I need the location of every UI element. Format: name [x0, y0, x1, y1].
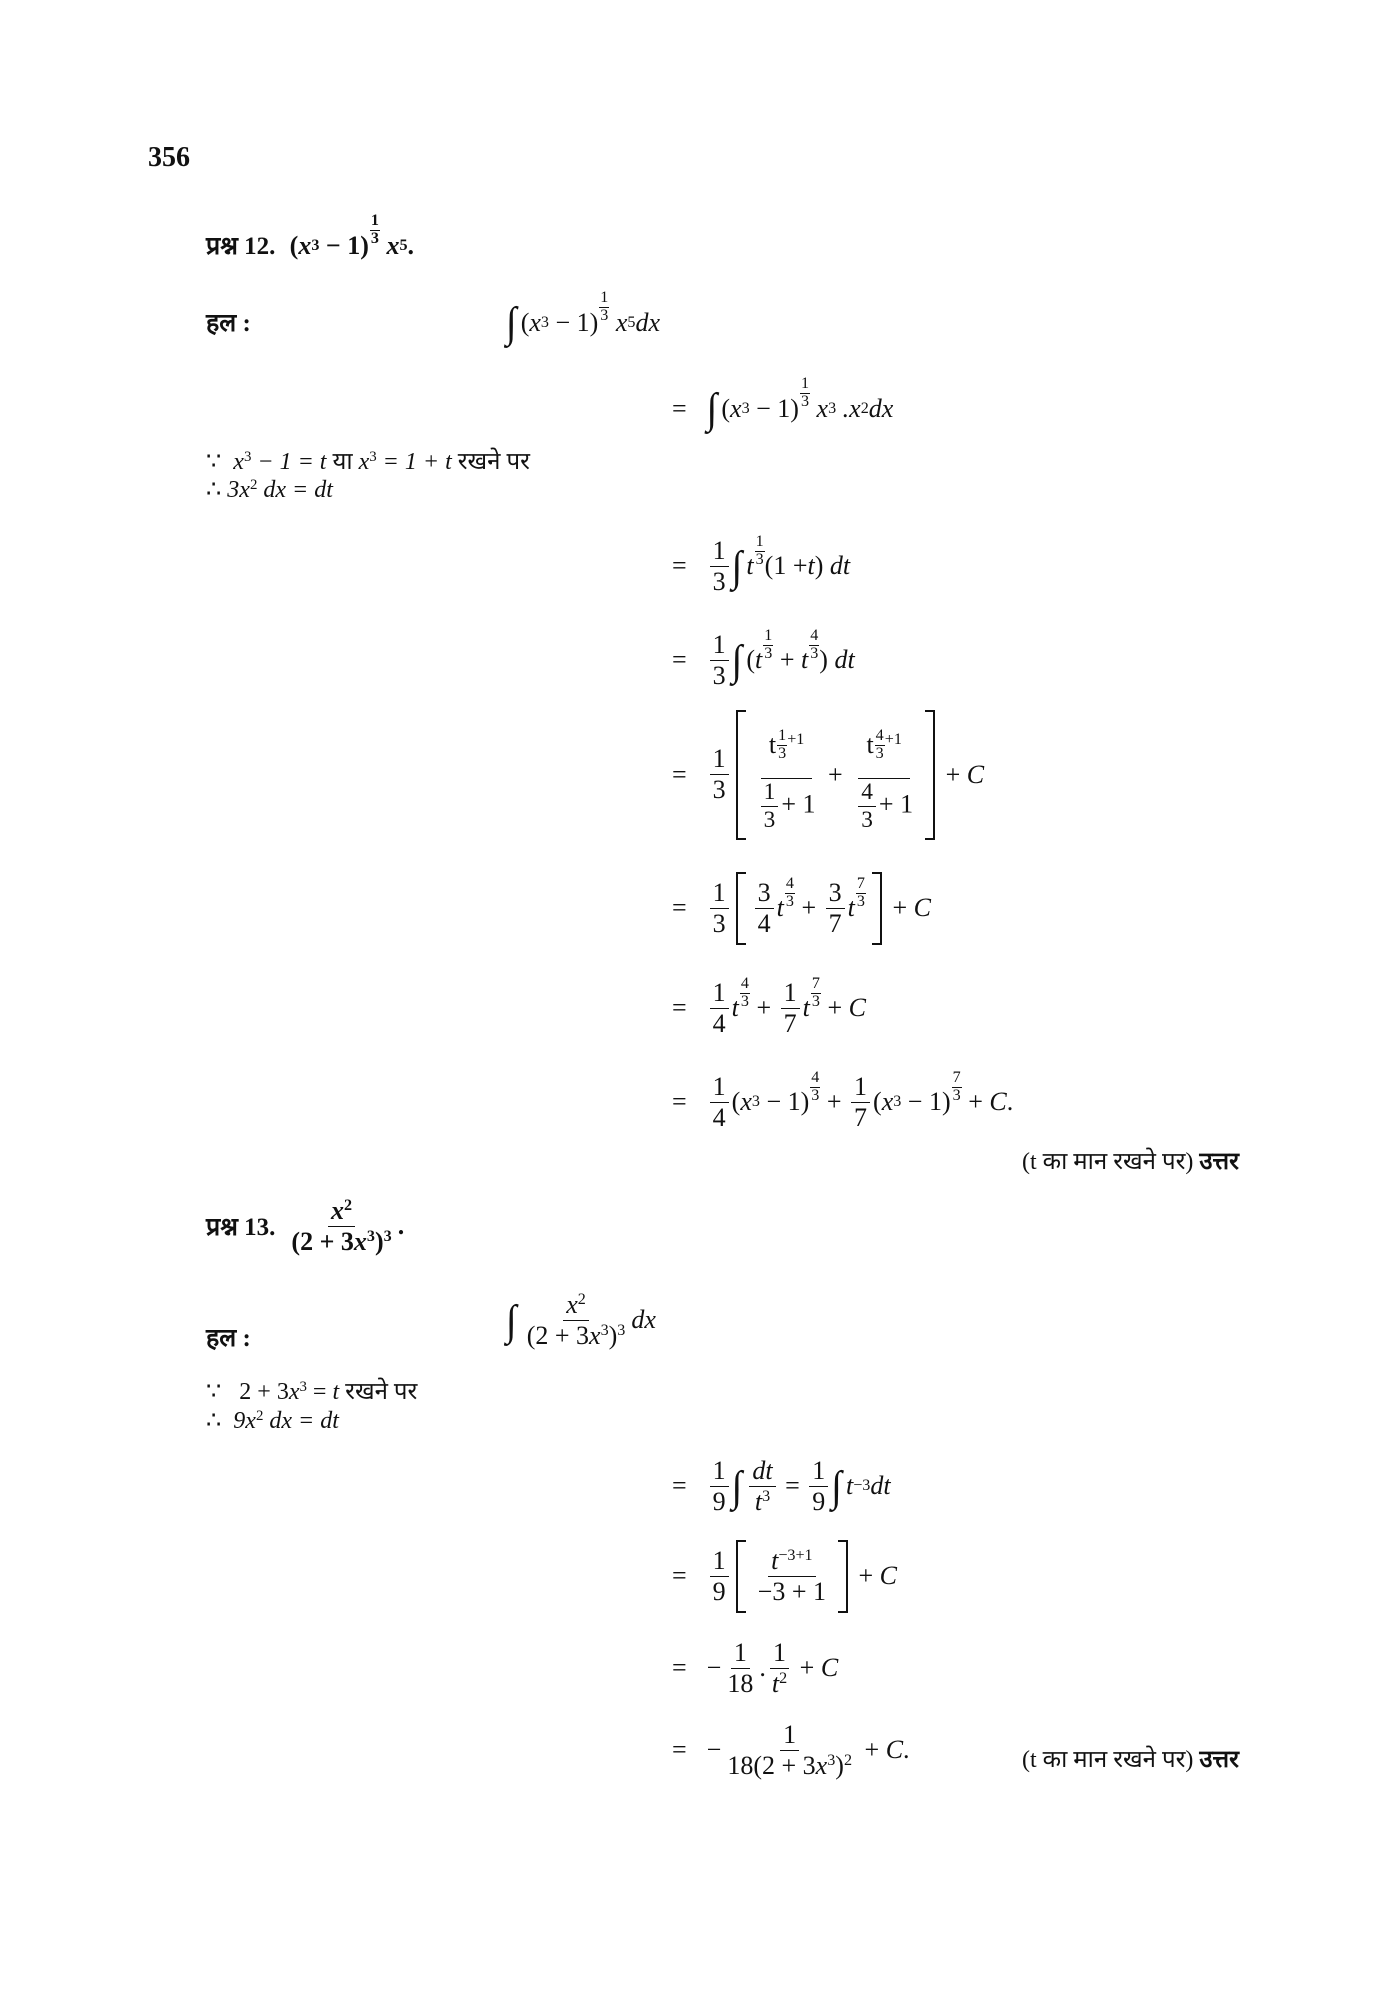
- q12-solution-label: हल :: [206, 310, 251, 337]
- q13-step-3: = − $\frac{1}{18}$ . $\frac{1}{t^2}$ + C: [672, 1638, 839, 1698]
- q12-substitution: ∵ $x^3 - 1 = t$ या $x^3 = 1 + t$ रखने पर: [206, 448, 530, 475]
- q13-step-4-final: = − $\frac{1}{18(2 + 3x^3)^2}$ + C .: [672, 1720, 910, 1780]
- q13-answer-tag: उत्तर: [1199, 1747, 1239, 1773]
- question-12-heading: [206, 212, 414, 263]
- q12-differential: ∴ $3x^2$ dx = dt: [206, 476, 333, 503]
- q13-solution-label: हल :: [206, 1325, 251, 1352]
- question-13-heading: [206, 1196, 404, 1257]
- question-13-label: प्रश्न 13.: [206, 1214, 276, 1242]
- q13-step-2: = $\frac{1}{9}$ $\frac{t^{-3+1}}{-3 + 1}$ + C: [672, 1540, 897, 1613]
- q13-answer-note: (t का मान रखने पर) उत्तर: [1022, 1747, 1239, 1773]
- question-13-expression: $\frac{x^2}{(2 + 3x^3)^3}$ .: [291, 1196, 405, 1256]
- page-number: 356: [148, 142, 190, 173]
- q12-step-5: = $\frac{1}{3}$ $\frac{3}{4}$ t 4 3 + $\frac{3}{7}$ t 7 3 + C: [672, 872, 931, 945]
- q13-substitution: ∵ $2 + 3x^3 = t$ रखने पर: [206, 1378, 418, 1405]
- q12-step-2: = $\frac{1}{3}$ ∫ t 1 3 (1 + t ) dt: [672, 532, 851, 596]
- q13-differential: ∴ $9x^2$ dx = dt: [206, 1407, 339, 1434]
- q13-step-1: = $\frac{1}{9}$ ∫ $\frac{dt}{t^3}$ = $\frac{1}{9}$ ∫ t −3 dt: [672, 1456, 891, 1516]
- q12-step-3: = $\frac{1}{3}$ ∫ ( t 1 3 + t $\frac{4}{3}$ ) dt: [672, 626, 855, 690]
- q12-answer-tag: उत्तर: [1199, 1149, 1239, 1175]
- question-12-expression: ( x 3 − 1) 1 3 x 5 .: [289, 212, 414, 260]
- question-12-label: प्रश्न 12.: [206, 233, 276, 260]
- q12-integral-start: ∫ ( x 3 − 1) 1 3 x 5 dx: [506, 288, 661, 347]
- q12-step-4: = $\frac{1}{3}$ t $\frac{1}{3}$ $^{+1}$ $\frac{1}{3}$ + 1 + t $\frac{4}{3}$ $^{+1}$ $\frac{4}{3}$ + 1 + C: [672, 710, 984, 840]
- q12-step-7-final: = $\frac{1}{4}$ ( x 3 − 1) 4 3 + $\frac{1}{7}$ ( x 3 − 1) 7 3 + C .: [672, 1068, 1014, 1132]
- q13-integral-start: ∫ $\frac{x^2}{(2 + 3x^3)^3}$ dx: [506, 1290, 656, 1350]
- q12-answer-note: (t का मान रखने पर) उत्तर: [1022, 1149, 1239, 1175]
- q12-step-1: = ∫ ( x 3 − 1) 1 3 x 3 .x 2 dx: [672, 374, 894, 433]
- q12-step-6: = $\frac{1}{4}$ t 4 3 + $\frac{1}{7}$ t 7 3 + C: [672, 974, 866, 1038]
